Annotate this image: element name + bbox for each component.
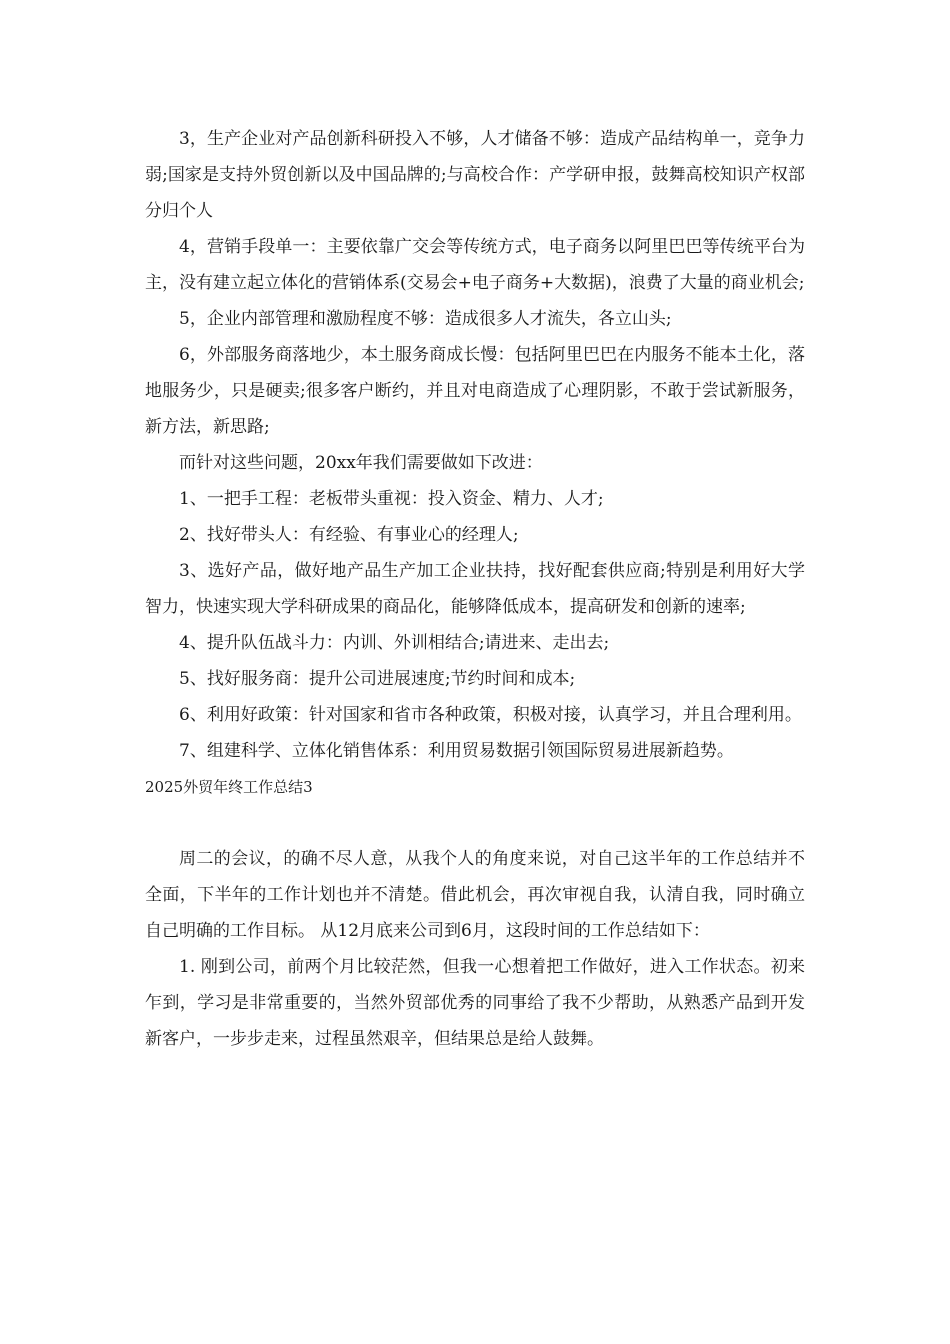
list-item: 5、找好服务商：提升公司进展速度;节约时间和成本; <box>179 669 576 689</box>
paragraph: 3，生产企业对产品创新科研投入不够，人才储备不够：造成产品结构单一，竞争力弱;国家是支持外贸创新以及中国品牌的;与高校合作：产学研申报，鼓舞高校知识产权部分归个人 <box>145 129 805 221</box>
list-item: 2、找好带头人：有经验、有事业心的经理人; <box>179 525 519 545</box>
list-item: 7、组建科学、立体化销售体系：利用贸易数据引领国际贸易进展新趋势。 <box>179 741 734 761</box>
paragraph: 而针对这些问题，20xx年我们需要做如下改进： <box>179 453 543 473</box>
blank-line <box>145 805 805 841</box>
list-item: 6、利用好政策：针对国家和省市各种政策，积极对接，认真学习，并且合理利用。 <box>179 705 802 725</box>
paragraph: 周二的会议，的确不尽人意，从我个人的角度来说，对自己这半年的工作总结并不全面，下半年的工作计划也并不清楚。借此机会，再次审视自我，认清自我，同时确立自己明确的工作目标。 从12月底来公司到6月，这段时间的工作总结如下： <box>145 849 805 941</box>
list-item: 3、选好产品，做好地产品生产加工企业扶持，找好配套供应商;特别是利用好大学智力，快速实现大学科研成果的商品化，能够降低成本，提高研发和创新的速率; <box>145 561 805 617</box>
paragraph: 1. 刚到公司，前两个月比较茫然，但我一心想着把工作做好，进入工作状态。初来乍到，学习是非常重要的，当然外贸部优秀的同事给了我不少帮助，从熟悉产品到开发新客户，一步步走来，过程虽然艰辛，但结果总是给人鼓舞。 <box>145 957 805 1049</box>
list-item: 4、提升队伍战斗力：内训、外训相结合;请进来、走出去; <box>179 633 610 653</box>
paragraph: 6，外部服务商落地少，本土服务商成长慢：包括阿里巴巴在内服务不能本土化，落地服务少，只是硬卖;很多客户断约，并且对电商造成了心理阴影，不敢于尝试新服务，新方法，新思路; <box>145 345 805 437</box>
paragraph: 4，营销手段单一：主要依靠广交会等传统方式，电子商务以阿里巴巴等传统平台为主，没有建立起立体化的营销体系(交易会+电子商务+大数据)，浪费了大量的商业机会; <box>145 237 805 293</box>
document-body <box>145 121 805 1057</box>
paragraph: 5，企业内部管理和激励程度不够：造成很多人才流失，各立山头; <box>179 309 672 329</box>
section-title: 2025外贸年终工作总结3 <box>145 778 313 796</box>
list-item: 1、一把手工程：老板带头重视：投入资金、精力、人才; <box>179 489 604 509</box>
